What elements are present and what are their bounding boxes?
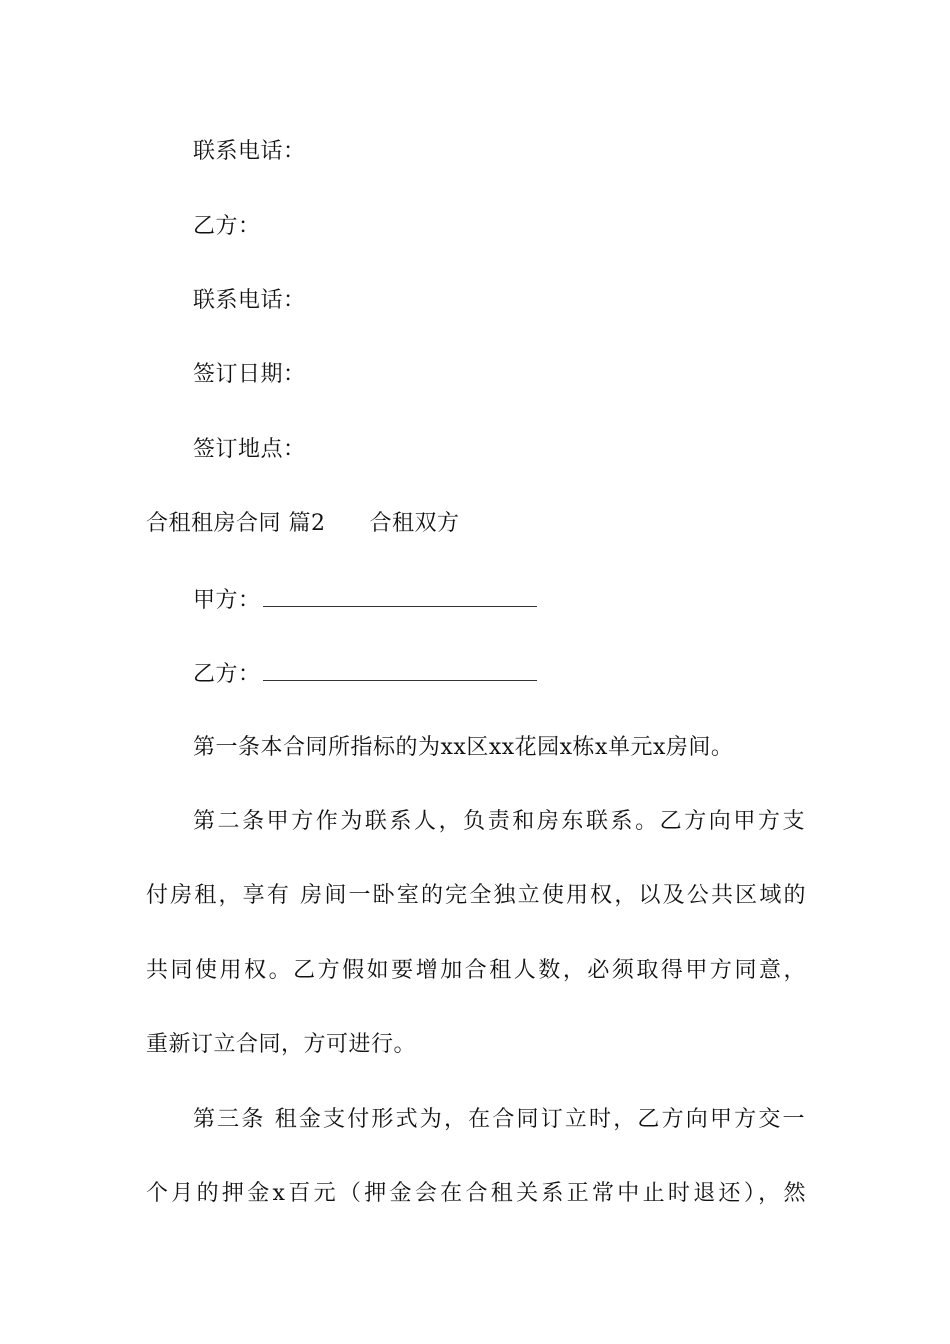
section-heading bbox=[146, 509, 460, 539]
sign-date-label: 签订日期： bbox=[193, 362, 306, 387]
article-2-line-4: 重新订立合同，方可进行。 bbox=[146, 1032, 417, 1057]
party-b-blank bbox=[263, 658, 537, 681]
article-1: 第一条本合同所指标的为xx区xx花园x栋x单元x房间。 bbox=[193, 735, 734, 760]
article-2-line-1: 第二条甲方作为联系人，负责和房东联系。乙方向甲方支 bbox=[193, 809, 805, 834]
article-2-line-2: 付房租，享有 房间一卧室的完全独立使用权，以及公共区域的 bbox=[146, 883, 806, 908]
contact-phone-label-2: 联系电话： bbox=[193, 288, 306, 313]
party-b-label-1: 乙方： bbox=[193, 214, 261, 239]
section-subtitle: 合租双方 bbox=[369, 511, 460, 536]
party-a-row bbox=[193, 584, 537, 616]
article-3-line-1: 第三条 租金支付形式为，在合同订立时，乙方向甲方交一 bbox=[193, 1107, 805, 1132]
article-3-line-2: 个月的押金x百元（押金会在合租关系正常中止时退还），然 bbox=[146, 1181, 806, 1206]
party-b-label-2: 乙方： bbox=[193, 662, 261, 687]
party-b-row bbox=[193, 658, 537, 690]
party-a-label: 甲方： bbox=[193, 588, 261, 613]
party-a-blank bbox=[263, 584, 537, 607]
contact-phone-label-1: 联系电话： bbox=[193, 139, 306, 164]
sign-place-label: 签订地点： bbox=[193, 437, 306, 462]
article-2-line-3: 共同使用权。乙方假如要增加合租人数，必须取得甲方同意， bbox=[146, 958, 806, 983]
section-title: 合租租房合同 篇2 bbox=[146, 511, 326, 536]
